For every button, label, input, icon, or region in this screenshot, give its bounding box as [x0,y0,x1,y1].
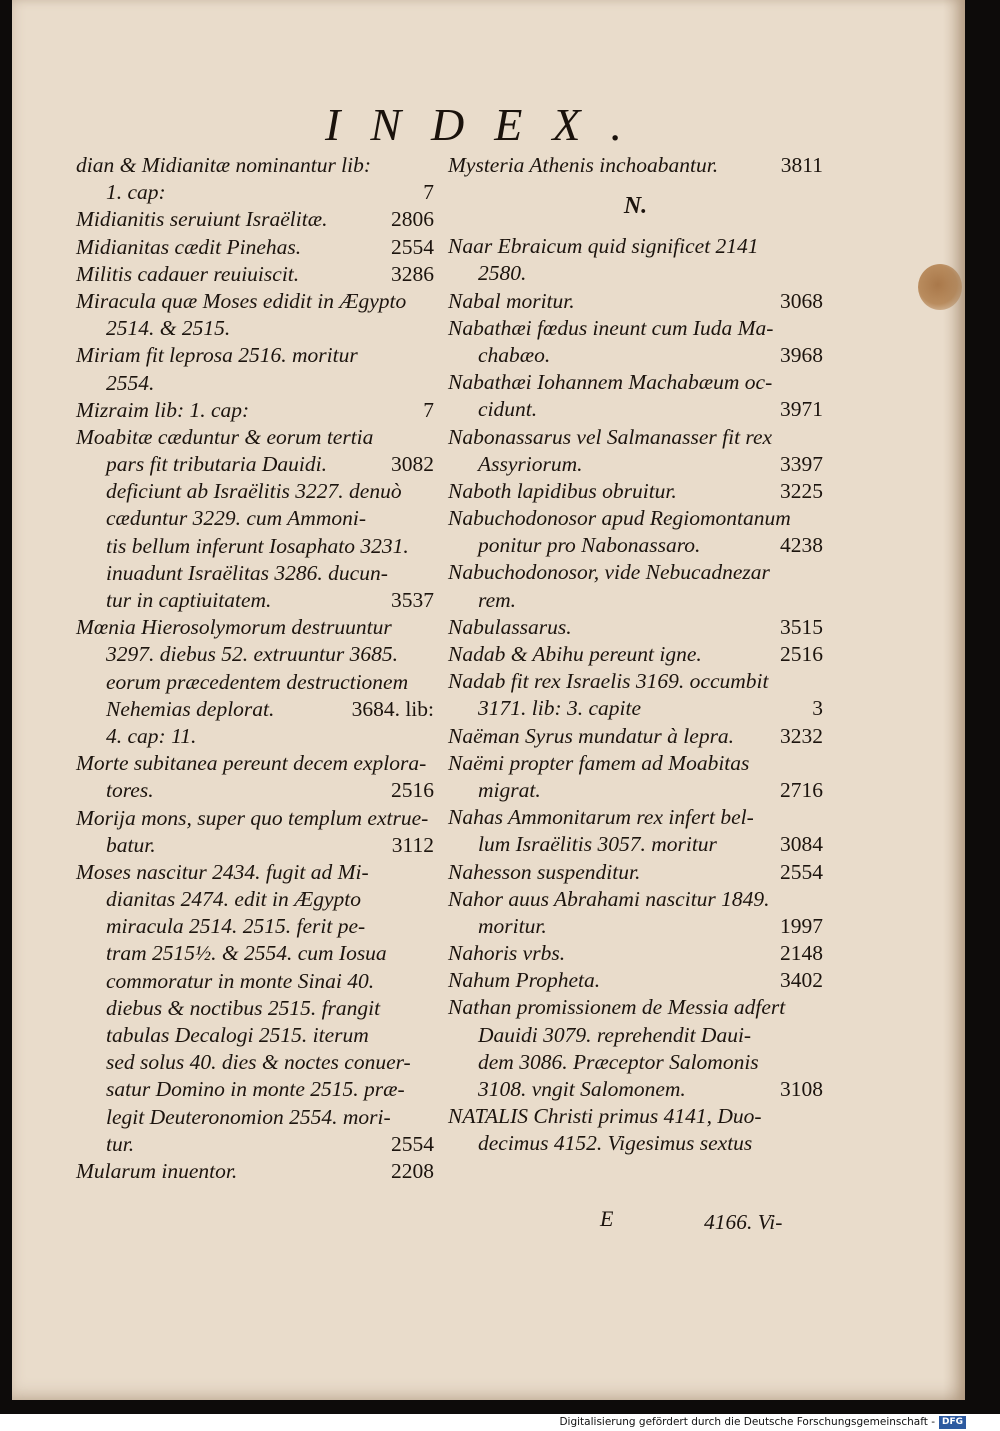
page-reference: 3402 [780,968,823,993]
entry-text: Dauidi 3079. reprehendit Daui- [478,1022,752,1047]
entry-text: cidunt. [478,397,538,422]
right-column [448,152,823,1158]
index-entry [76,288,434,342]
entry-text: Nahor auus Abrahami nascitur 1849. [448,886,770,911]
entry-text: legit Deuteronomion 2554. mori- [106,1104,391,1129]
entry-text: Moabitæ cæduntur & eorum tertia [76,424,374,449]
entry-text: Nahesson suspenditur. [448,859,641,884]
book-page [12,0,965,1400]
entry-text: Mularum inuentor. [76,1158,238,1183]
index-entry [448,1103,823,1157]
index-entry [76,805,434,859]
index-entry [448,478,823,505]
index-entry [76,424,434,614]
entry-text: Miriam fit leprosa 2516. moritur [76,343,358,368]
page-reference: 3515 [780,614,823,639]
page-reference: 2516 [391,778,434,803]
entry-text: Nahas Ammonitarum rex infert bel- [448,805,754,830]
index-entry [448,288,823,315]
entry-text: Naëmi propter famem ad Moabitas [448,750,750,775]
entry-text: dem 3086. Præceptor Salomonis [478,1049,759,1074]
page-reference: 3537 [391,588,434,612]
paper-stain [918,264,962,310]
page-reference: 3684. lib: [351,696,434,721]
entry-text: tabulas Decalogi 2515. iterum [106,1023,369,1047]
entry-text: 2580. [478,261,527,286]
page-reference: 2554 [391,1131,434,1156]
index-entry [76,234,434,261]
page-reference: 3112 [391,832,434,857]
entry-text: 4. cap: 11. [106,723,197,748]
entry-text: 1. cap: [106,180,166,205]
index-entry [76,152,434,206]
entry-text: eorum præcedentem destructionem [106,669,409,694]
index-entry [448,505,823,559]
entry-text: Nabathæi fœdus ineunt cum Iuda Ma- [448,315,774,340]
page-reference: 2806 [391,207,434,232]
entry-text: 2514. & 2515. [106,316,231,341]
entry-text: Nabuchodonosor apud Regiomontanum [448,506,791,531]
page-reference: 3 [812,696,823,721]
entry-text: Mysteria Athenis inchoabantur. [448,153,719,177]
entry-text: Moses nascitur 2434. fugit ad Mi- [76,859,369,884]
entry-text: dianitas 2474. edit in Ægypto [106,887,362,912]
page-reference: 2516 [780,642,823,666]
index-entry [448,424,823,478]
page-reference: 7 [423,180,434,205]
entry-text: tram 2515½. & 2554. cum Iosua [106,941,387,966]
entry-text: lum Israëlitis 3057. moritur [478,832,717,857]
page-reference: 3968 [780,342,823,367]
entry-text: Mœnia Hierosolymorum destruuntur [76,615,392,640]
index-entry [448,233,823,287]
entry-text: cæduntur 3229. cum Ammoni- [106,506,366,531]
page-reference: 3082 [391,452,434,477]
entry-text: Miracula quæ Moses edidit in Ægypto [76,288,407,313]
entry-text: tis bellum inferunt Iosaphato 3231. [106,533,409,558]
index-entry [76,859,434,1158]
entry-text: Nabathæi Iohannem Machabæum oc- [448,370,773,395]
entry-text: Assyriorum. [478,451,583,476]
page-reference: 3286 [391,261,434,286]
page-reference: 3225 [780,478,823,503]
entry-text: diebus & noctibus 2515. frangit [106,995,381,1020]
entry-text: decimus 4152. Vigesimus sextus [478,1131,753,1156]
page-reference: 3108 [780,1077,823,1101]
index-entry [448,804,823,858]
entry-text: tur in captiuitatem. [106,588,272,612]
page-reference: 2554 [780,859,823,884]
left-column [76,152,434,1185]
page-reference: 2554 [391,234,434,259]
entry-text: Nahum Propheta. [448,968,601,993]
entry-text: Naboth lapidibus obruitur. [448,478,677,503]
page-reference: 4238 [780,533,823,558]
index-entry [448,859,823,886]
index-entry [76,206,434,233]
entry-text: ponitur pro Nabonassaro. [478,533,701,558]
entry-text: NATALIS Christi primus 4141, Duo- [448,1104,762,1129]
entry-text: Morte subitanea pereunt decem explora- [76,751,427,776]
entry-text: Nabuchodonosor, vide Nebucadnezar [448,560,770,585]
entry-text: 3108. vngit Salomonem. [478,1077,686,1101]
entry-text: commoratur in monte Sinai 40. [106,968,375,993]
entry-text: Naar Ebraicum quid significet 2141 [448,234,759,259]
index-entry [448,369,823,423]
entry-text: Mizraim lib: 1. cap: [76,397,250,422]
entry-text: 2554. [106,370,155,395]
entry-text: moritur. [478,913,547,938]
section-letter: N. [623,193,648,220]
page-reference: 3068 [780,288,823,313]
entry-text: chabæo. [478,342,551,367]
index-entry [448,559,823,613]
entry-text: 3171. lib: 3. capite [478,696,642,721]
index-entry [448,723,823,750]
signature-mark: E [600,1206,614,1231]
page-reference: 3971 [780,397,823,422]
index-entry [448,940,823,967]
index-entry [448,750,823,804]
index-entry [76,261,434,288]
entry-text: tores. [106,778,154,803]
entry-text: inuadunt Israëlitas 3286. ducun- [106,560,388,585]
index-entry [448,315,823,369]
entry-text: Nabulassarus. [448,614,572,639]
page-title: INDEX. [325,99,652,150]
index-entry [448,994,823,1103]
entry-text: satur Domino in monte 2515. præ- [106,1077,405,1102]
dfg-logo: DFG [939,1416,966,1429]
entry-text: dian & Midianitæ nominantur lib: [76,153,372,177]
entry-text: deficiunt ab Israëlitis 3227. denuò [106,479,402,504]
index-entry [448,152,823,179]
entry-text: Morija mons, super quo templum extrue- [76,805,429,830]
entry-text: migrat. [478,777,541,802]
entry-text: Naëman Syrus mundatur à lepra. [448,723,735,748]
entry-text: Militis cadauer reuiuiscit. [76,261,300,286]
page-reference: 2716 [780,777,823,802]
index-entry [448,967,823,994]
page-reference: 3232 [780,723,823,748]
entry-text: pars fit tributaria Dauidi. [106,452,328,477]
page-reference: 2208 [391,1158,434,1183]
page-reference: 7 [423,397,434,422]
index-entry [76,342,434,396]
entry-text: Nehemias deplorat. [106,696,275,721]
entry-text: Nabal moritur. [448,288,575,313]
page-reference: 3084 [780,832,823,857]
entry-text: Nahoris vrbs. [448,941,566,966]
index-entry [448,614,823,641]
catchword: 4166. Vi- [704,1210,783,1234]
index-entry [448,668,823,722]
entry-text: miracula 2514. 2515. ferit pe- [106,914,366,939]
page-reference: 3811 [780,153,823,177]
entry-text: rem. [478,587,517,612]
entry-text: tur. [106,1131,135,1156]
entry-text: batur. [106,832,156,857]
index-entry [76,1158,434,1185]
index-entry [448,886,823,940]
index-entry [76,750,434,804]
entry-text: Nathan promissionem de Messia adfert [448,995,786,1020]
index-entry [76,397,434,424]
entry-text: Nadab & Abihu pereunt igne. [448,642,702,666]
entry-text: Nadab fit rex Israelis 3169. occumbit [448,669,769,694]
entry-text: sed solus 40. dies & noctes conuer- [106,1050,411,1075]
index-entry [76,614,434,750]
page-reference: 3397 [780,451,823,476]
entry-text: Nabonassarus vel Salmanasser fit rex [448,424,773,449]
digitization-credit [559,1414,966,1431]
entry-text: Midianitas cædit Pinehas. [76,234,302,259]
credit-text: Digitalisierung gefördert durch die Deutsche Forschungsgemeinschaft - [559,1416,935,1428]
page-reference: 2148 [780,941,823,966]
entry-text: 3297. diebus 52. extruuntur 3685. [106,642,399,667]
page-reference: 1997 [780,913,823,938]
entry-text: Midianitis seruiunt Israëlitæ. [76,207,328,232]
index-entry [448,641,823,668]
